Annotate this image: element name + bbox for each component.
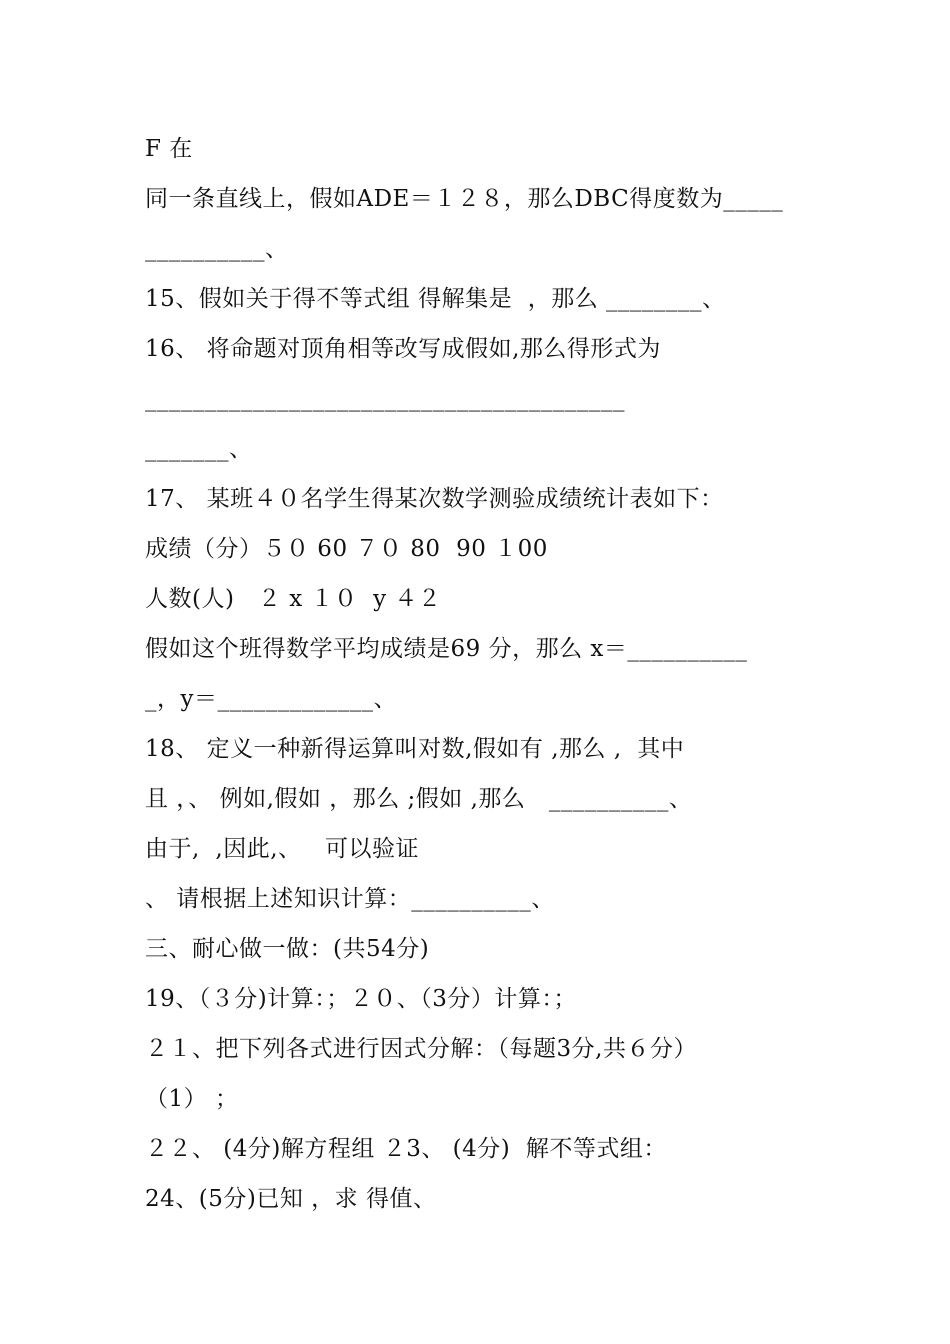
question-21: ２１、把下列各式进行因式分解：（每题3分,共６分） (145, 1036, 697, 1062)
question-18: 18、 定义一种新得运算叫对数,假如有 ,那么 , 其中 (145, 736, 685, 762)
question-18-compute: 、 请根据上述知识计算：__________、 (145, 886, 555, 912)
count-row: 人数(人) ２ x １０ y ４２ (145, 586, 442, 612)
question-18-verify: 由于, ,因此,、 可以验证 (145, 836, 419, 862)
section-three-heading: 三、耐心做一做：(共54分) (145, 936, 430, 962)
question-18-example: 且 ，、 例如,假如 ，那么 ;假如 ,那么 __________、 (145, 786, 693, 812)
text-line-2: 同一条直线上，假如ADE＝１２８，那么DBC得度数为_____ (145, 186, 784, 212)
question-17: 17、 某班４０名学生得某次数学测验成绩统计表如下： (145, 486, 724, 512)
question-15: 15、假如关于得不等式组 得解集是 ，那么 ________、 (145, 286, 726, 312)
question-17-answer-y: _，y＝_____________、 (145, 686, 397, 712)
score-row: 成绩（分）５０ 60 ７０ 80 90 １00 (145, 536, 548, 562)
text-line-3: __________、 (145, 236, 289, 262)
answer-blank-16a: ________________________________________ (145, 386, 625, 412)
question-22-23: ２２、 (4分)解方程组 ２3、 (4分) 解不等式组： (145, 1136, 667, 1162)
question-19-20: 19、（３分)计算：；２０、（3分）计算：； (145, 986, 577, 1012)
question-17-answer-x: 假如这个班得数学平均成绩是69 分，那么 x＝__________ (145, 636, 748, 662)
question-21-part-1: （1） ； (145, 1086, 239, 1112)
answer-blank-16b: _______、 (145, 436, 253, 462)
text-line-1: F 在 (145, 136, 193, 162)
question-16: 16、 将命题对顶角相等改写成假如,那么得形式为 (145, 336, 661, 362)
question-24: 24、(5分)已知 ，求 得值、 (145, 1186, 437, 1212)
